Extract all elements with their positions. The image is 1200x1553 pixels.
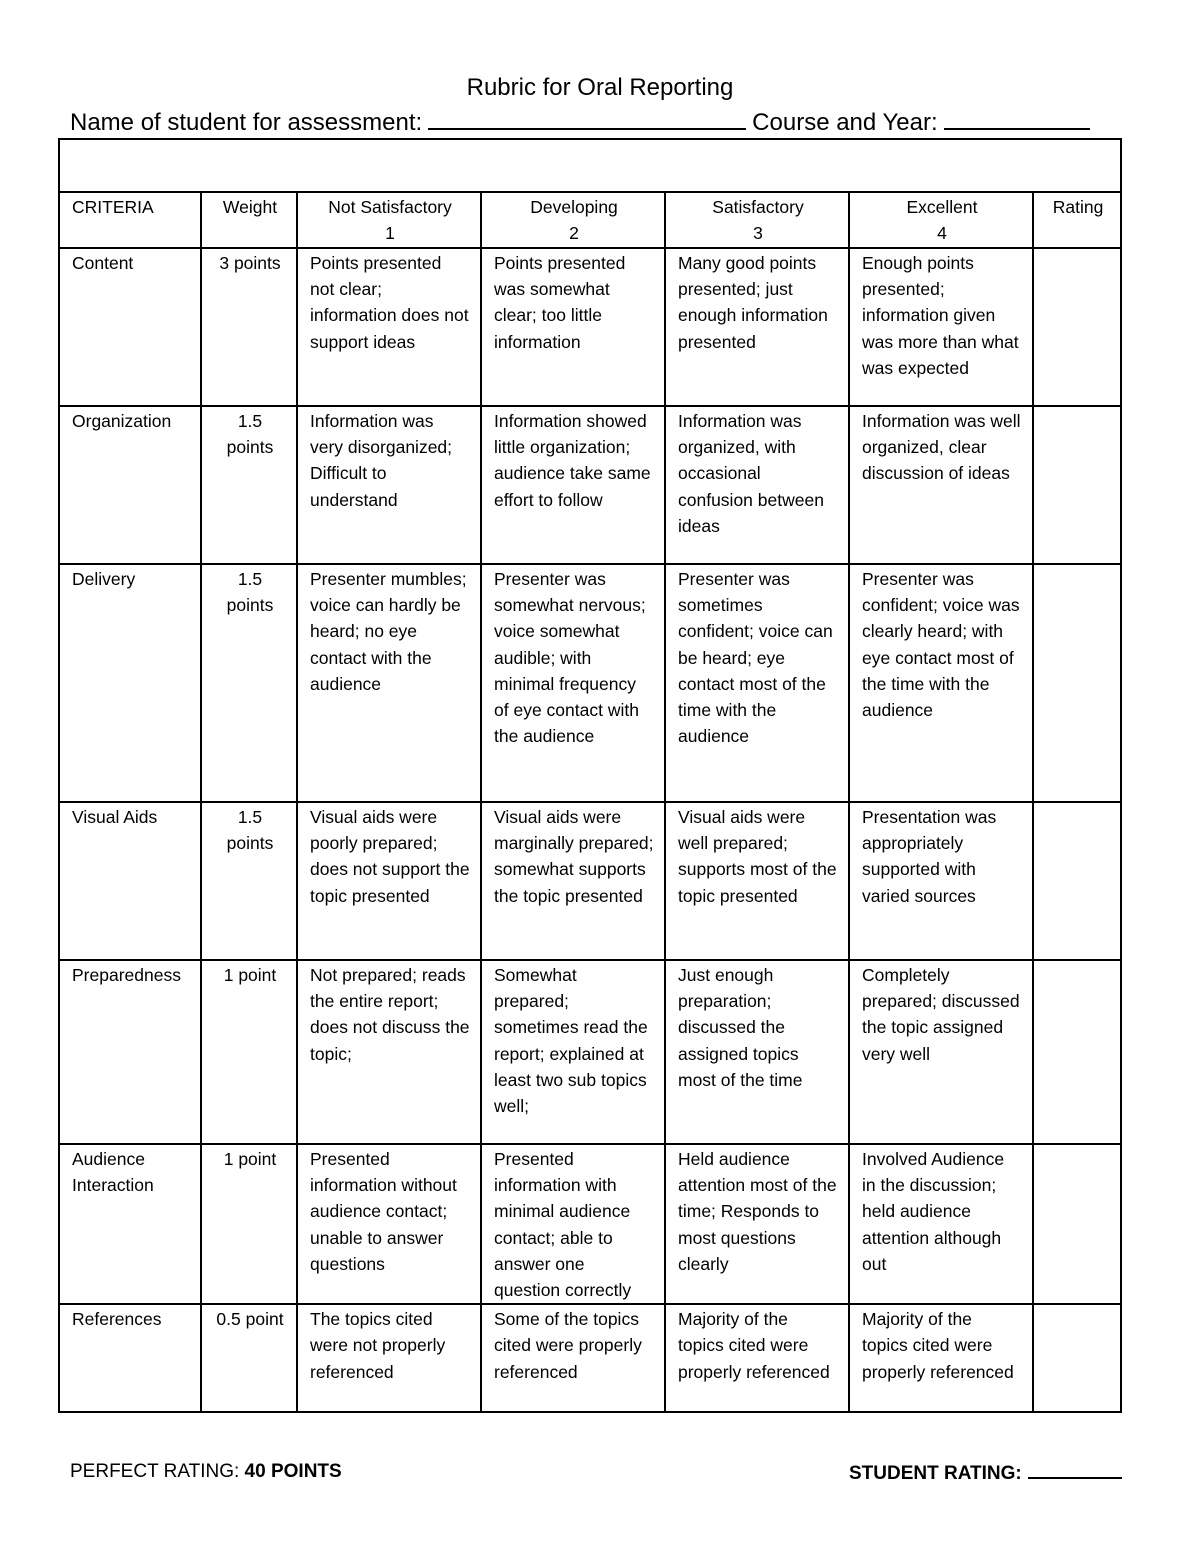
level-2-cell: Visual aids were marginally prepared; somewhat supports the topic presented xyxy=(481,802,665,960)
weight-cell: 1.5 points xyxy=(201,564,297,802)
header-level-2-number: 2 xyxy=(569,223,579,244)
level-4-cell: Enough points presented; information given was more than what was expected xyxy=(849,248,1033,406)
level-3-cell: Majority of the topics cited were properly referenced xyxy=(665,1304,849,1412)
table-row xyxy=(59,564,1121,802)
level-2-cell: Presenter was somewhat nervous; voice somewhat audible; with minimal frequency of eye contact with the audience xyxy=(481,564,665,802)
level-4-cell: Presentation was appropriately supported with varied sources xyxy=(849,802,1033,960)
header-level-2 xyxy=(481,192,665,248)
level-1-cell: Presented information without audience contact; unable to answer questions xyxy=(297,1144,481,1304)
level-2-cell: Information showed little organization; audience take same effort to follow xyxy=(481,406,665,564)
table-row xyxy=(59,406,1121,564)
level-2-cell: Presented information with minimal audience contact; able to answer one question correctly xyxy=(481,1144,665,1304)
rating-cell[interactable] xyxy=(1033,802,1121,960)
level-1-cell: Information was very disorganized; Difficult to understand xyxy=(297,406,481,564)
level-3-cell: Visual aids were well prepared; supports most of the topic presented xyxy=(665,802,849,960)
level-3-cell: Just enough preparation; discussed the assigned topics most of the time xyxy=(665,960,849,1144)
level-1-cell: Not prepared; reads the entire report; does not discuss the topic; xyxy=(297,960,481,1144)
rating-cell[interactable] xyxy=(1033,1144,1121,1304)
header-criteria: CRITERIA xyxy=(59,192,201,248)
course-year-label: Course and Year: xyxy=(752,109,938,136)
level-4-cell: Presenter was confident; voice was clearly heard; with eye contact most of the time with the audience xyxy=(849,564,1033,802)
student-rating-blank[interactable] xyxy=(1028,1461,1122,1479)
level-3-cell: Information was organized, with occasional confusion between ideas xyxy=(665,406,849,564)
rating-cell[interactable] xyxy=(1033,406,1121,564)
level-4-cell: Involved Audience in the discussion; held audience attention although out xyxy=(849,1144,1033,1304)
level-3-cell: Many good points presented; just enough information presented xyxy=(665,248,849,406)
weight-cell: 1 point xyxy=(201,1144,297,1304)
student-info-line xyxy=(70,108,1122,137)
level-2-cell: Somewhat prepared; sometimes read the report; explained at least two sub topics well; xyxy=(481,960,665,1144)
criteria-cell: References xyxy=(59,1304,201,1412)
level-2-cell: Some of the topics cited were properly referenced xyxy=(481,1304,665,1412)
level-4-cell: Information was well organized, clear discussion of ideas xyxy=(849,406,1033,564)
header-level-3 xyxy=(665,192,849,248)
rubric-table xyxy=(58,138,1122,1413)
criteria-cell: Content xyxy=(59,248,201,406)
weight-cell: 0.5 point xyxy=(201,1304,297,1412)
table-blank-top-row xyxy=(59,139,1121,192)
level-1-cell: The topics cited were not properly referenced xyxy=(297,1304,481,1412)
criteria-cell: Preparedness xyxy=(59,960,201,1144)
table-row xyxy=(59,248,1121,406)
table-row xyxy=(59,1304,1121,1412)
rating-cell[interactable] xyxy=(1033,960,1121,1144)
student-name-blank[interactable] xyxy=(428,108,746,130)
header-level-3-label: Satisfactory xyxy=(712,197,804,217)
weight-cell: 1.5 points xyxy=(201,406,297,564)
perfect-rating-label: PERFECT RATING: xyxy=(70,1461,245,1482)
level-4-cell: Completely prepared; discussed the topic assigned very well xyxy=(849,960,1033,1144)
student-rating xyxy=(849,1461,1122,1485)
criteria-cell: Delivery xyxy=(59,564,201,802)
header-row xyxy=(59,192,1121,248)
rating-cell[interactable] xyxy=(1033,248,1121,406)
student-rating-label: STUDENT RATING: xyxy=(849,1463,1022,1484)
table-row xyxy=(59,802,1121,960)
table-row xyxy=(59,960,1121,1144)
student-name-label: Name of student for assessment: xyxy=(70,109,423,136)
criteria-cell: Organization xyxy=(59,406,201,564)
perfect-rating-value: 40 POINTS xyxy=(244,1461,342,1482)
header-level-4 xyxy=(849,192,1033,248)
course-year-blank[interactable] xyxy=(944,108,1090,130)
level-3-cell: Presenter was sometimes confident; voice can be heard; eye contact most of the time with the audience xyxy=(665,564,849,802)
level-2-cell: Points presented was somewhat clear; too little information xyxy=(481,248,665,406)
table-blank-top-cell xyxy=(59,139,1121,192)
header-level-4-number: 4 xyxy=(937,223,947,244)
header-level-3-number: 3 xyxy=(753,223,763,244)
page-title: Rubric for Oral Reporting xyxy=(466,74,734,101)
weight-cell: 3 points xyxy=(201,248,297,406)
header-level-2-label: Developing xyxy=(530,197,618,217)
level-4-cell: Majority of the topics cited were properly referenced xyxy=(849,1304,1033,1412)
header-rating: Rating xyxy=(1033,192,1121,248)
header-level-1-number: 1 xyxy=(385,223,395,244)
criteria-cell: Visual Aids xyxy=(59,802,201,960)
header-level-4-label: Excellent xyxy=(906,197,978,217)
level-1-cell: Presenter mumbles; voice can hardly be heard; no eye contact with the audience xyxy=(297,564,481,802)
level-3-cell: Held audience attention most of the time; Responds to most questions clearly xyxy=(665,1144,849,1304)
rating-cell[interactable] xyxy=(1033,1304,1121,1412)
rating-cell[interactable] xyxy=(1033,564,1121,802)
weight-cell: 1 point xyxy=(201,960,297,1144)
header-weight: Weight xyxy=(201,192,297,248)
criteria-cell: Audience Interaction xyxy=(59,1144,201,1304)
level-1-cell: Points presented not clear; information does not support ideas xyxy=(297,248,481,406)
perfect-rating xyxy=(70,1461,342,1483)
table-row xyxy=(59,1144,1121,1304)
weight-cell: 1.5 points xyxy=(201,802,297,960)
level-1-cell: Visual aids were poorly prepared; does not support the topic presented xyxy=(297,802,481,960)
header-level-1 xyxy=(297,192,481,248)
header-level-1-label: Not Satisfactory xyxy=(328,197,452,217)
